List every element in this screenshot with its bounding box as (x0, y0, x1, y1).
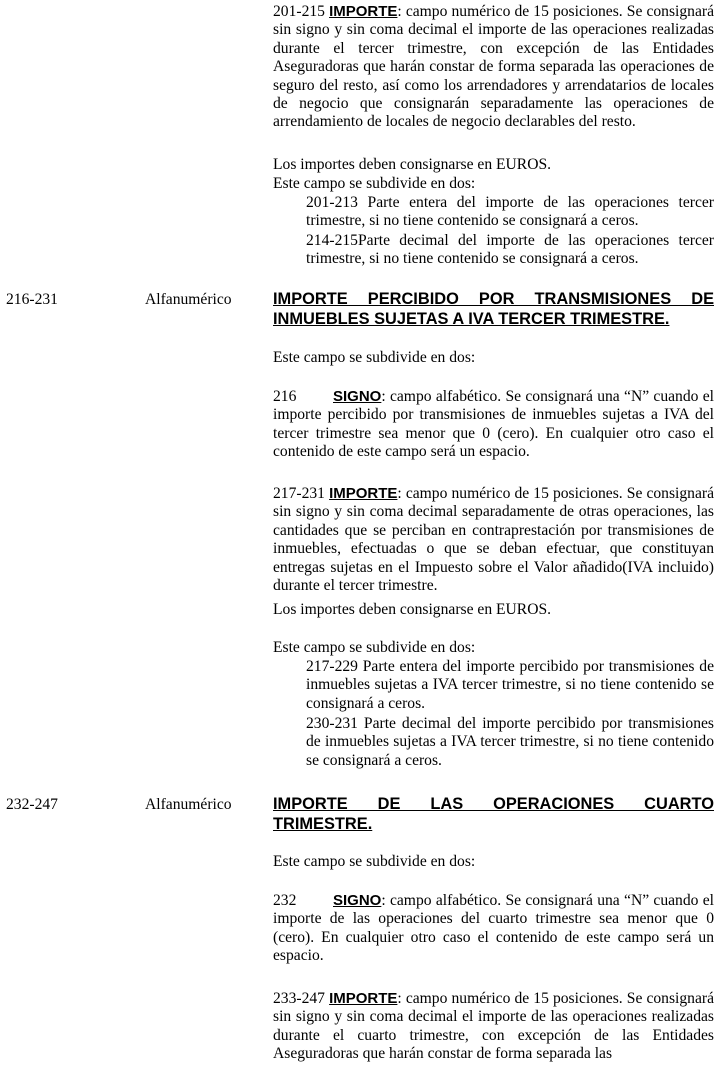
field-type: Alfanumérico (145, 291, 232, 308)
section-title-line-1: IMPORTE DE LAS OPERACIONES CUARTO (273, 795, 714, 813)
subfield-217-229: 217-229 Parte entera del importe percibido por transmisiones de inmuebles sujetas a IVA tercer trimestre, si no tiene contenido se consignará a ceros. (306, 658, 714, 712)
field-code: 232 (273, 892, 297, 909)
signo-keyword: SIGNO (333, 892, 382, 909)
field-code: 233-247 (273, 990, 325, 1007)
importe-keyword: IMPORTE (329, 990, 398, 1007)
importe-keyword: IMPORTE (329, 3, 398, 20)
subdivide-note: Este campo se subdivide en dos: (273, 639, 476, 656)
signo-keyword: SIGNO (333, 388, 382, 405)
section-title-line-1: IMPORTE PERCIBIDO POR TRANSMISIONES DE (273, 290, 714, 308)
importe-paragraph (273, 990, 714, 1064)
euros-note: Los importes deben consignarse en EUROS. (273, 601, 552, 618)
euros-note: Los importes deben consignarse en EUROS. (273, 156, 552, 173)
section-title (273, 795, 714, 834)
subfield-201-213: 201-213 Parte entera del importe de las operaciones tercer trimestre, si no tiene contenido se consignará a ceros. (306, 194, 714, 230)
importe-201-215-paragraph (273, 3, 714, 132)
section-title-line-2: INMUEBLES SUJETAS A IVA TERCER TRIMESTRE. (273, 309, 670, 328)
importe-description: : campo numérico de 15 posiciones. Se consignará sin signo y sin coma decimal separadamente de otras operaciones, las cantidades que se perciban en contraprestación por transmisiones de inmuebles, efectuadas o que se deban efectuar, que constituyan entregas sujetas en el Impuesto sobre el Valor añadido(IVA incluido) durante el tercer trimestre. (273, 485, 714, 595)
field-code: 201-215 (273, 3, 325, 20)
importe-paragraph (273, 485, 714, 595)
signo-description: : campo alfabético. Se consignará una “N” cuando el importe de las operaciones del cuarto trimestre sea menor que 0 (cero). En cualquier otro caso el contenido de este campo será un espacio. (273, 892, 714, 965)
field-position: 232-247 (6, 796, 58, 813)
subfield-214-215: 214-215Parte decimal del importe de las operaciones tercer trimestre, si no tiene contenido se consignará a ceros. (306, 232, 714, 268)
section-title (273, 290, 714, 329)
subdivide-note: Este campo se subdivide en dos: (273, 349, 476, 366)
field-type: Alfanumérico (145, 796, 232, 813)
field-code: 217-231 (273, 485, 325, 502)
signo-paragraph (273, 892, 714, 966)
field-position: 216-231 (6, 291, 58, 308)
subdivide-note: Este campo se subdivide en dos: (273, 175, 476, 192)
signo-description: : campo alfabético. Se consignará una “N” cuando el importe percibido por transmisiones de inmuebles sujetas a IVA del tercer trimestre sea menor que 0 (cero). En cualquier otro caso el contenido de este campo será un espacio. (273, 388, 714, 461)
importe-description: : campo numérico de 15 posiciones. Se consignará sin signo y sin coma decimal el importe de las operaciones realizadas durante el tercer trimestre, con excepción de las Entidades Aseguradoras que harán constar de forma separada las operaciones de seguro del resto, así como los arrendadores y arrendatarios de locales de negocio que consignarán separadamente las operaciones de arrendamiento de locales de negocio declarables del resto. (273, 3, 714, 131)
importe-keyword: IMPORTE (329, 485, 398, 502)
field-code: 216 (273, 388, 297, 405)
section-title-line-2: TRIMESTRE. (273, 814, 373, 833)
subfield-230-231: 230-231 Parte decimal del importe percibido por transmisiones de inmuebles sujetas a IVA tercer trimestre, si no tiene contenido se consignará a ceros. (306, 715, 714, 769)
importe-description: : campo numérico de 15 posiciones. Se consignará sin signo y sin coma decimal el importe de las operaciones realizadas durante el cuarto trimestre, con excepción de las Entidades Aseguradoras que harán constar de forma separada las (273, 990, 714, 1063)
subdivide-note: Este campo se subdivide en dos: (273, 853, 476, 870)
signo-paragraph (273, 388, 714, 462)
